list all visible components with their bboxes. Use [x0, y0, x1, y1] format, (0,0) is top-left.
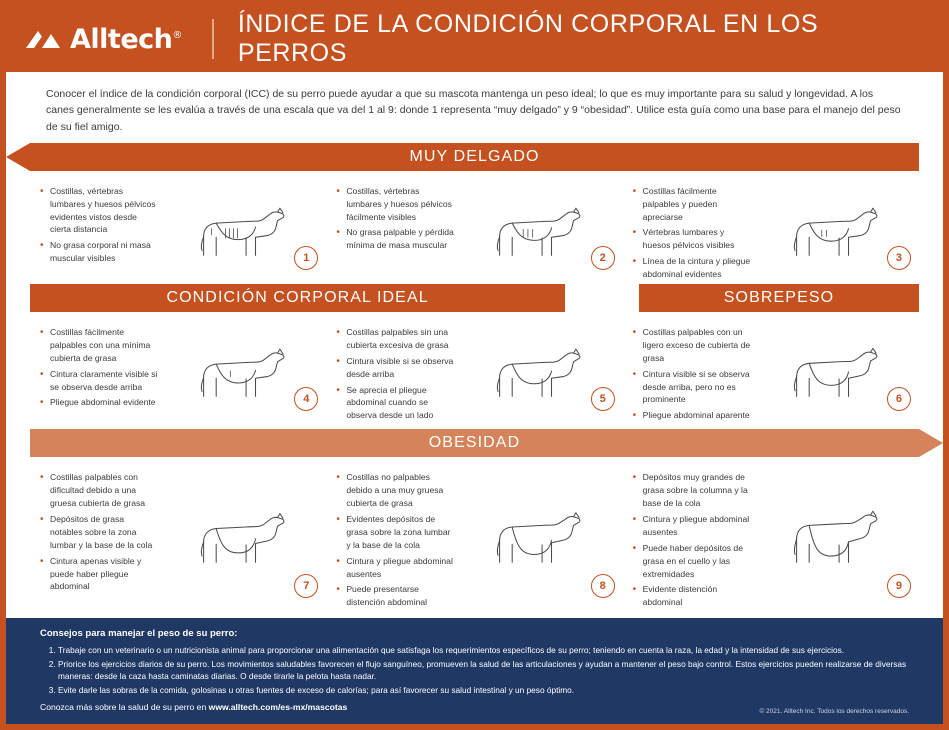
dog-icon	[180, 335, 298, 414]
page-title: ÍNDICE DE LA CONDICIÓN CORPORAL EN LOS PERROS	[237, 10, 819, 67]
list-item: • Cintura apenas visible y puede haber pliegue abdominal	[50, 555, 158, 594]
list-item: • Cintura visible si se observa desde arriba	[346, 355, 454, 381]
score-card-2	[326, 179, 622, 284]
list-item: • Puede presentarse distención abdominal	[346, 583, 454, 609]
score-badge-6: 6	[887, 387, 911, 411]
score-badge-5: 5	[591, 387, 615, 411]
dog-illustration-9	[751, 469, 913, 612]
list-item: • Cintura claramente visible si se observa desde arriba	[50, 368, 158, 394]
dog-illustration-3	[751, 183, 913, 284]
score-5-bullets	[332, 326, 454, 425]
alltech-logo	[24, 24, 182, 55]
logo-mark-icon	[24, 28, 62, 52]
list-item: • Cintura y pliegue abdominal ausentes	[643, 513, 751, 539]
score-badge-3: 3	[887, 246, 911, 270]
band-row-muy-delgado	[30, 143, 919, 173]
dog-icon	[476, 335, 594, 414]
dog-icon	[180, 501, 298, 580]
dog-illustration-7	[158, 469, 320, 612]
dog-thin-icon	[180, 194, 298, 273]
footer-tips-list	[40, 644, 909, 696]
list-item: • No grasa palpable y pérdida mínima de masa muscular	[346, 226, 454, 252]
dog-thin-icon	[476, 194, 594, 273]
score-9-bullets	[629, 471, 751, 612]
list-item: • Cintura visible si se observa desde arriba, pero no es prominente	[643, 368, 751, 407]
dog-illustration-8	[454, 469, 616, 612]
score-card-3	[623, 179, 919, 284]
list-item: • Costillas palpables sin una cubierta excesiva de grasa	[346, 326, 454, 352]
band-muy-delgado: MUY DELGADO	[30, 143, 919, 171]
footer-cta-link[interactable]: www.alltech.com/es-mx/mascotas	[208, 702, 348, 713]
logo-text: Alltech	[70, 23, 173, 55]
dog-icon	[773, 335, 891, 414]
score-row-1	[30, 173, 919, 284]
dog-icon	[773, 194, 891, 273]
score-card-6	[623, 320, 919, 425]
score-4-bullets	[36, 326, 158, 425]
score-card-8	[326, 465, 622, 612]
list-item: 1. Trabaje con un veterinario o un nutricionista animal para proporcionar una alimentación que satisfaga los requerimientos específicos de su perro; teniendo en cuenta la raza, la edad y la intensidad de sus ejercicios.	[58, 644, 909, 656]
score-badge-1: 1	[294, 246, 318, 270]
score-row-3	[30, 459, 919, 612]
list-item: • Se aprecia el pliegue abdominal cuando se observa desde un lado	[346, 384, 454, 423]
dog-illustration-2	[454, 183, 616, 284]
list-item: • Evidente distención abdominal	[643, 583, 751, 609]
band-sobrepeso: SOBREPESO	[639, 284, 919, 312]
score-card-1	[30, 179, 326, 284]
score-1-bullets	[36, 185, 158, 284]
dog-illustration-5	[454, 324, 616, 425]
score-badge-9: 9	[887, 574, 911, 598]
list-item: • Costillas palpables con dificultad debido a una gruesa cubierta de grasa	[50, 471, 158, 510]
score-3-bullets	[629, 185, 751, 284]
list-item: • Costillas, vértebras lumbares y huesos pélvicos fácilmente visibles	[346, 185, 454, 224]
dog-illustration-4	[158, 324, 320, 425]
registered-mark: ®	[172, 29, 182, 41]
list-item: • Depósitos muy grandes de grasa sobre la columna y la base de la cola	[643, 471, 751, 510]
band-obesidad: OBESIDAD	[30, 429, 919, 457]
list-item: • No grasa corporal ni masa muscular visibles	[50, 239, 158, 265]
list-item: • Pliegue abdominal aparente	[643, 409, 751, 422]
footer-title: Consejos para manejar el peso de su perro:	[40, 628, 238, 639]
score-card-4	[30, 320, 326, 425]
dog-icon	[476, 501, 594, 580]
copyright-text: © 2021. Alltech Inc. Todos los derechos reservados.	[759, 708, 909, 715]
band-row-obesidad	[30, 429, 919, 459]
dog-icon	[773, 501, 891, 580]
list-item: 2. Priorice los ejercicios diarios de su perro. Los movimientos saludables favorecen el flujo sanguíneo, promueven la salud de las articulaciones y ayudan a mantener el peso bajo control. Estos ejercicios pueden realizarse de diversas maneras: desde la caza hasta caminatas diarias. O desde tirarle la pelota hasta nadar.	[58, 658, 909, 682]
arrow-right-icon	[919, 429, 943, 457]
score-badge-8: 8	[591, 574, 615, 598]
list-item: 3. Evite darle las sobras de la comida, golosinas u otras fuentes de exceso de calorías; para así favorecer su salud intestinal y un peso óptimo.	[58, 684, 909, 696]
score-row-2	[30, 314, 919, 425]
score-7-bullets	[36, 471, 158, 612]
list-item: • Costillas fácilmente palpables con una mínima cubierta de grasa	[50, 326, 158, 365]
score-badge-4: 4	[294, 387, 318, 411]
list-item: • Costillas, vértebras lumbares y huesos pélvicos evidentes vistos desde cierta distancia	[50, 185, 158, 237]
list-item: • Depósitos de grasa notables sobre la zona lumbar y la base de la cola	[50, 513, 158, 552]
score-2-bullets	[332, 185, 454, 284]
list-item: • Evidentes depósitos de grasa sobre la zona lumbar y la base de la cola	[346, 513, 454, 552]
list-item: • Costillas no palpables debido a una muy gruesa cubierta de grasa	[346, 471, 454, 510]
score-badge-7: 7	[294, 574, 318, 598]
score-card-9	[623, 465, 919, 612]
score-card-5	[326, 320, 622, 425]
score-8-bullets	[332, 471, 454, 612]
intro-paragraph: Conocer el índice de la condición corporal (ICC) de su perro puede ayudar a que su mascota mantenga un peso ideal; lo que es muy importante para su salud y longevidad. A los canes generalmente se les evalúa a través de una escala que va del 1 al 9: donde 1 representa “muy delgado” y 9 “obesidad”. Utilice esta guía como una base para el manejo del peso de su fiel amigo.	[46, 88, 901, 133]
dog-illustration-6	[751, 324, 913, 425]
list-item: • Línea de la cintura y pliegue abdominal evidentes	[643, 255, 751, 281]
band-condicion-ideal: CONDICIÓN CORPORAL IDEAL	[30, 284, 565, 312]
band-row-ideal-sobrepeso	[30, 284, 919, 314]
list-item: • Costillas palpables con un ligero exceso de cubierta de grasa	[643, 326, 751, 365]
score-badge-2: 2	[591, 246, 615, 270]
list-item: • Costillas fácilmente palpables y pueden apreciarse	[643, 185, 751, 224]
list-item: • Pliegue abdominal evidente	[50, 396, 158, 409]
footer-cta-text: Conozca más sobre la salud de su perro en	[40, 702, 209, 713]
arrow-left-icon	[6, 143, 30, 171]
score-6-bullets	[629, 326, 751, 425]
list-item: • Cintura y pliegue abdominal ausentes	[346, 555, 454, 581]
page-header	[6, 6, 943, 72]
list-item: • Vértebras lumbares y huesos pélvicos visibles	[643, 226, 751, 252]
header-divider	[212, 19, 214, 59]
list-item: • Puede haber depósitos de grasa en el cuello y las extremidades	[643, 542, 751, 581]
dog-illustration-1	[158, 183, 320, 284]
page-footer	[6, 618, 943, 724]
score-card-7	[30, 465, 326, 612]
